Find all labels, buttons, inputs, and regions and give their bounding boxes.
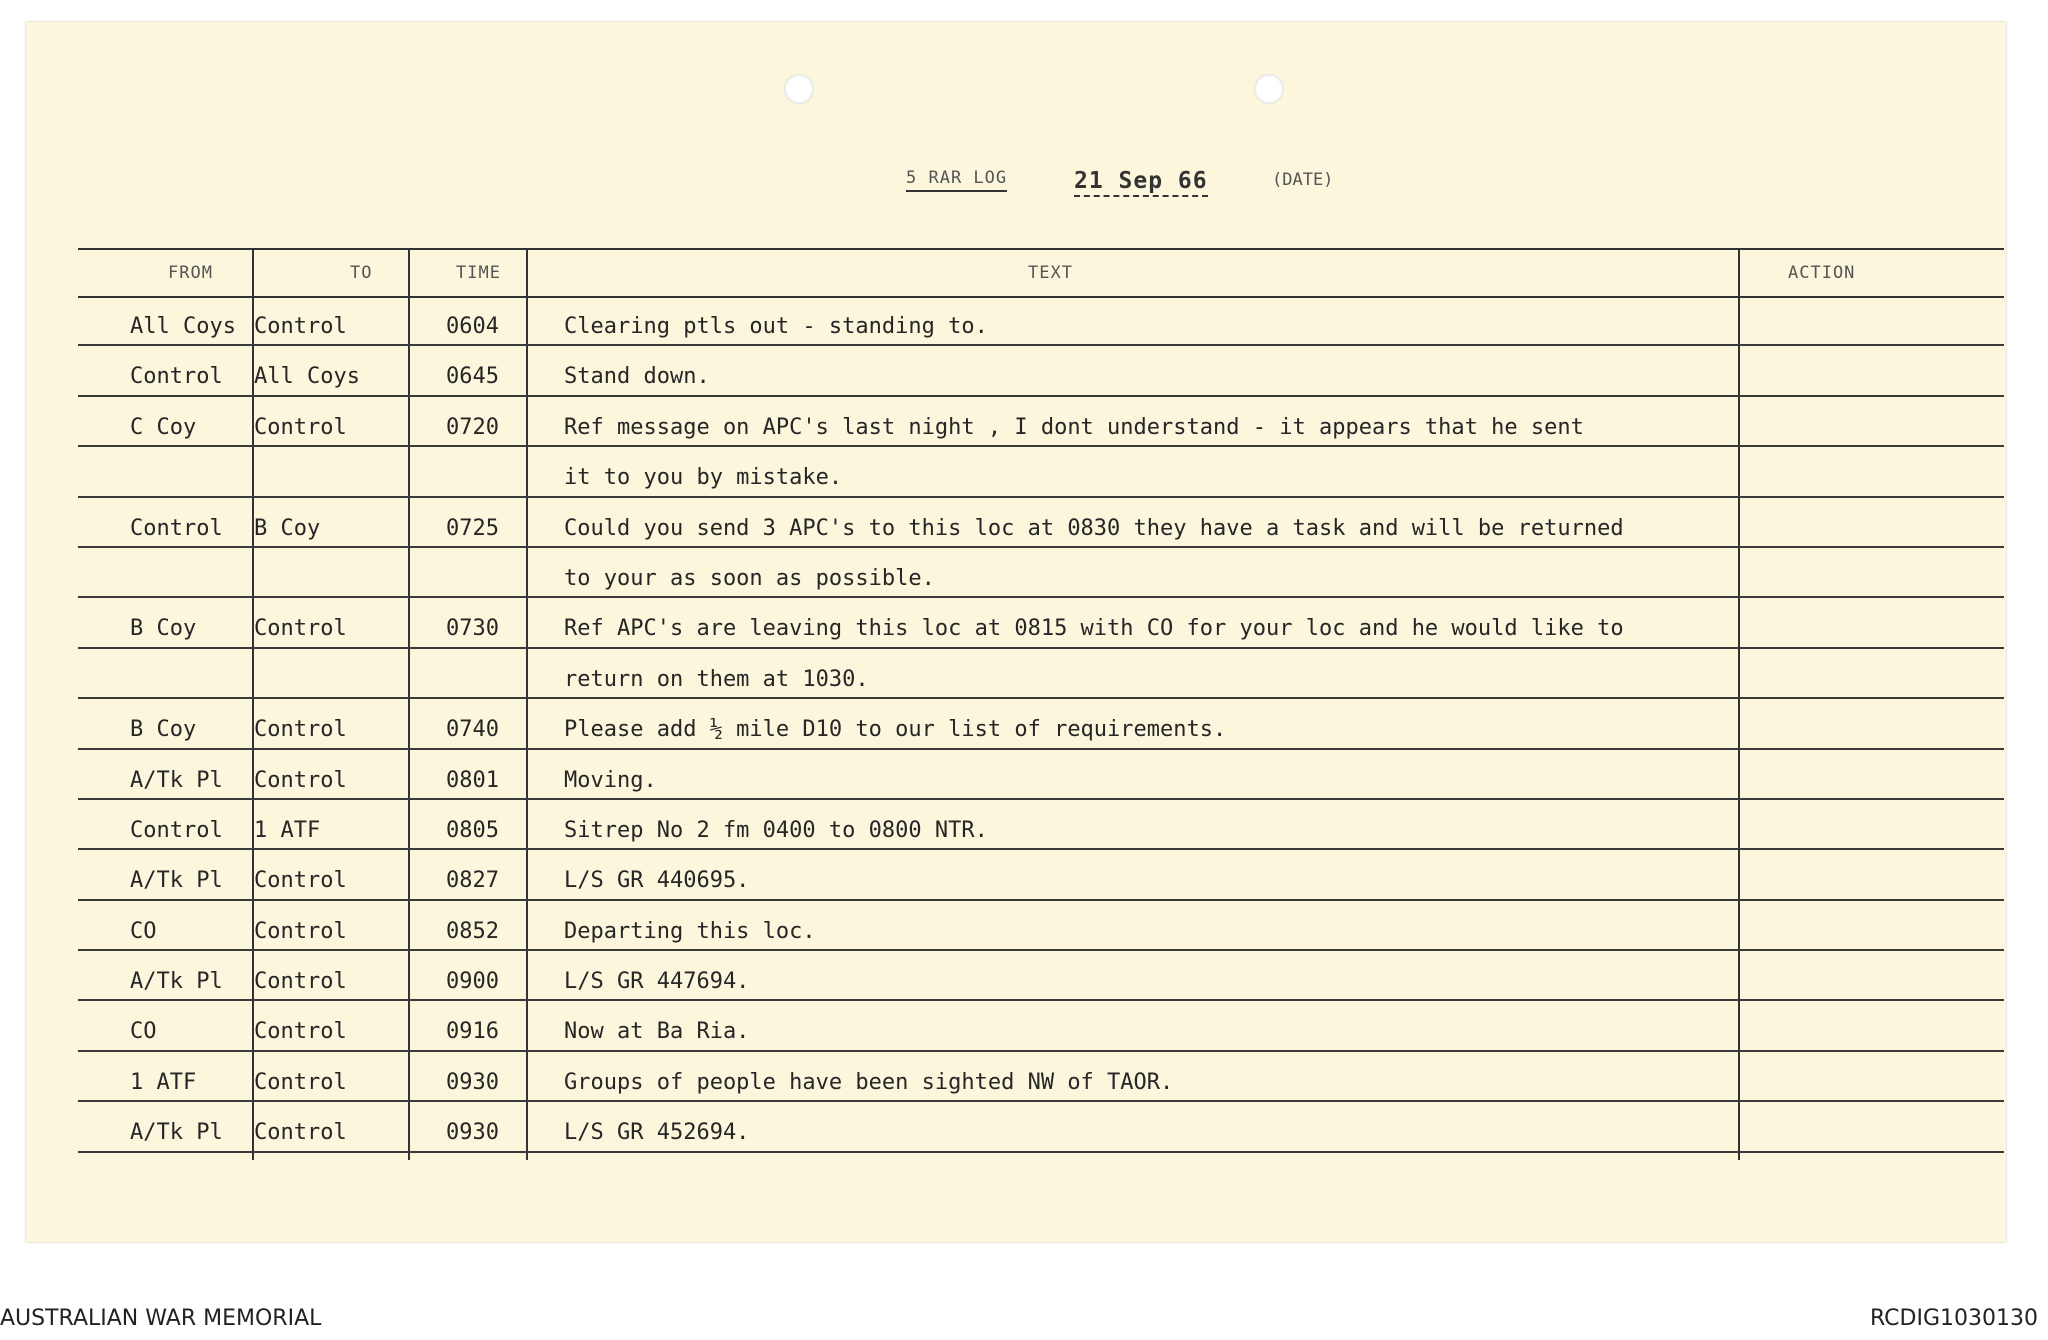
- table-row: [78, 447, 2004, 497]
- date-label: (DATE): [1272, 170, 1334, 190]
- cell-time: 0930: [446, 1069, 499, 1095]
- table-row: [78, 699, 2004, 749]
- cell-to: 1 ATF: [254, 817, 321, 843]
- cell-time: 0801: [446, 767, 499, 793]
- cell-to: Control: [254, 616, 347, 642]
- cell-text: Moving.: [564, 767, 657, 793]
- cell-from: Control: [130, 817, 223, 843]
- cell-from: Control: [130, 364, 223, 390]
- table-row: [78, 397, 2004, 447]
- cell-text: Could you send 3 APC's to this loc at 0830 they have a task and will be returned: [564, 515, 1624, 541]
- cell-text: return on them at 1030.: [564, 666, 869, 692]
- cell-to: Control: [254, 969, 347, 995]
- cell-text: Ref message on APC's last night , I dont understand - it appears that he sent: [564, 414, 1584, 440]
- cell-text: Clearing ptls out - standing to.: [564, 314, 988, 339]
- cell-time: 0645: [446, 364, 499, 390]
- cell-to: B Coy: [254, 515, 321, 541]
- cell-text: L/S GR 447694.: [564, 969, 750, 995]
- cell-text: Now at Ba Ria.: [564, 1019, 750, 1045]
- table-row: [78, 649, 2004, 699]
- cell-from: B Coy: [130, 616, 197, 642]
- log-sheet: [26, 22, 2006, 1242]
- table-row: [78, 951, 2004, 1001]
- cell-from: CO: [130, 918, 157, 944]
- cell-text: L/S GR 452694.: [564, 1120, 750, 1146]
- table-row: [78, 296, 2004, 346]
- cell-time: 0730: [446, 616, 499, 642]
- table-row: [78, 800, 2004, 850]
- cell-to: Control: [254, 767, 347, 793]
- column-header-text: TEXT: [1028, 263, 1073, 283]
- cell-time: 0720: [446, 414, 499, 440]
- cell-text: Please add ½ mile D10 to our list of requirements.: [564, 717, 1227, 743]
- cell-to: Control: [254, 414, 347, 440]
- cell-from: C Coy: [130, 414, 197, 440]
- cell-from: A/Tk Pl: [130, 1120, 223, 1146]
- column-header-action: ACTION: [1788, 263, 1856, 283]
- table-row: [78, 598, 2004, 648]
- cell-to: Control: [254, 717, 347, 743]
- cell-from: Control: [130, 515, 223, 541]
- punch-hole: [1254, 74, 1284, 104]
- cell-from: B Coy: [130, 717, 197, 743]
- cell-text: Departing this loc.: [564, 918, 816, 944]
- cell-time: 0725: [446, 515, 499, 541]
- footer-id: RCDIG1030130: [1869, 1306, 2038, 1331]
- cell-to: Control: [254, 314, 347, 339]
- table-header: [78, 248, 2004, 298]
- column-header-to: TO: [350, 263, 373, 283]
- punch-hole: [784, 74, 814, 104]
- table-row: [78, 850, 2004, 900]
- cell-text: Sitrep No 2 fm 0400 to 0800 NTR.: [564, 817, 988, 843]
- table-body: [78, 296, 2004, 1153]
- column-header-time: TIME: [456, 263, 501, 283]
- cell-text: Ref APC's are leaving this loc at 0815 with CO for your loc and he would like to: [564, 616, 1624, 642]
- cell-time: 0805: [446, 817, 499, 843]
- table-row: [78, 750, 2004, 800]
- log-name: 5 RAR LOG: [906, 168, 1007, 192]
- cell-time: 0916: [446, 1019, 499, 1045]
- cell-to: Control: [254, 1120, 347, 1146]
- table-row: [78, 901, 2004, 951]
- cell-from: A/Tk Pl: [130, 969, 223, 995]
- table-row: [78, 1001, 2004, 1051]
- cell-from: A/Tk Pl: [130, 767, 223, 793]
- cell-from: A/Tk Pl: [130, 868, 223, 894]
- cell-text: Stand down.: [564, 364, 710, 390]
- cell-to: Control: [254, 918, 347, 944]
- table-row: [78, 1052, 2004, 1102]
- cell-text: Groups of people have been sighted NW of TAOR.: [564, 1069, 1174, 1095]
- cell-text: L/S GR 440695.: [564, 868, 750, 894]
- table-row: [78, 1102, 2004, 1152]
- cell-from: CO: [130, 1019, 157, 1045]
- cell-time: 0827: [446, 868, 499, 894]
- cell-time: 0604: [446, 314, 499, 339]
- log-date: 21 Sep 66: [1074, 168, 1208, 197]
- cell-text: to your as soon as possible.: [564, 565, 935, 591]
- cell-to: All Coys: [254, 364, 360, 390]
- table-row: [78, 346, 2004, 396]
- cell-from: All Coys: [130, 314, 236, 339]
- cell-to: Control: [254, 1069, 347, 1095]
- table-row: [78, 498, 2004, 548]
- cell-to: Control: [254, 1019, 347, 1045]
- cell-time: 0740: [446, 717, 499, 743]
- cell-from: 1 ATF: [130, 1069, 197, 1095]
- table-row: [78, 548, 2004, 598]
- footer-credit: AUSTRALIAN WAR MEMORIAL: [0, 1306, 322, 1331]
- cell-time: 0900: [446, 969, 499, 995]
- cell-text: it to you by mistake.: [564, 465, 843, 491]
- cell-time: 0930: [446, 1120, 499, 1146]
- cell-to: Control: [254, 868, 347, 894]
- column-header-from: FROM: [168, 263, 213, 283]
- cell-time: 0852: [446, 918, 499, 944]
